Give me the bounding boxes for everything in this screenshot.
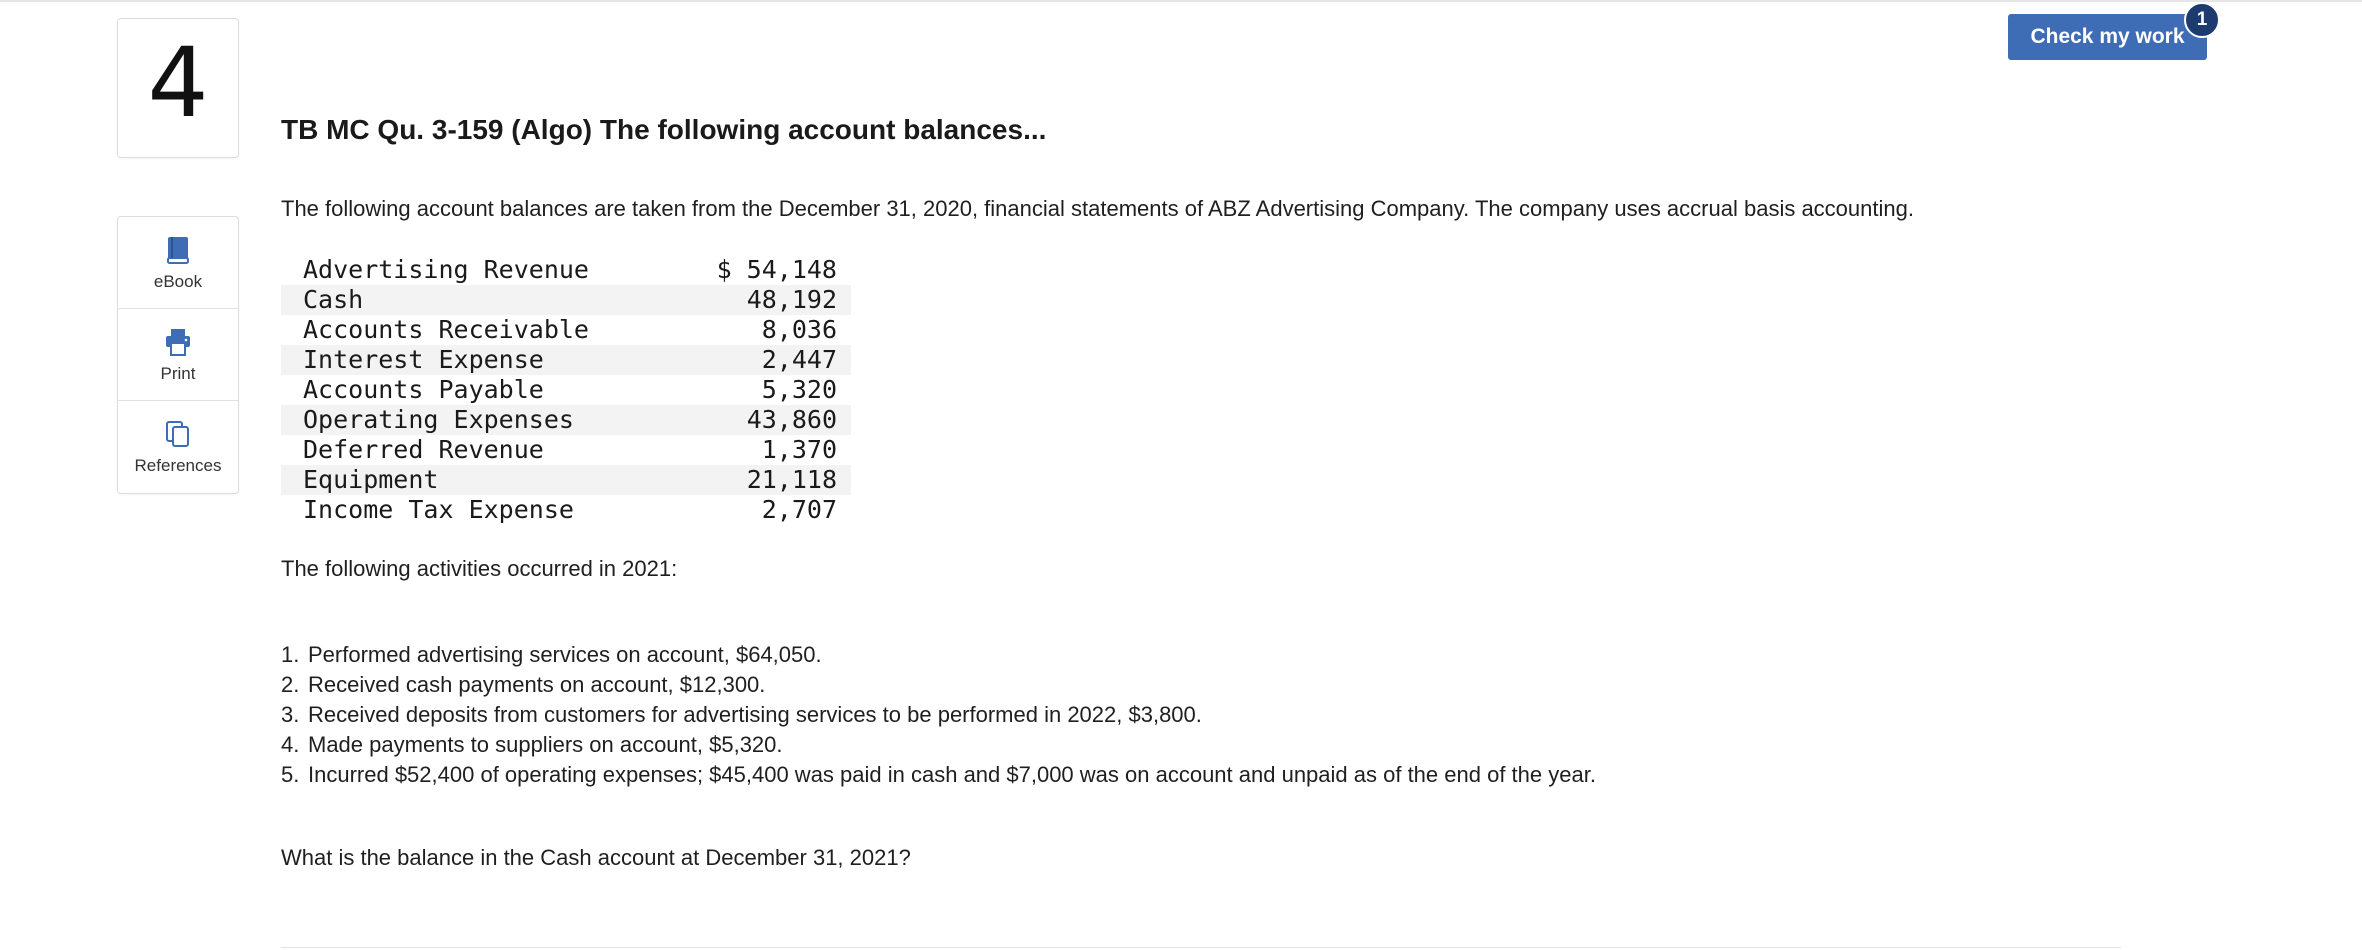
- activity-number: 1.: [281, 642, 300, 667]
- print-button[interactable]: [118, 309, 238, 401]
- account-name: Interest Expense: [281, 345, 701, 375]
- book-icon: [162, 234, 194, 266]
- question-number: 4: [147, 27, 209, 139]
- account-value: 2,707: [761, 495, 837, 524]
- account-row: [281, 285, 851, 315]
- account-value: 1,370: [761, 435, 837, 464]
- question-prompt: What is the balance in the Cash account at December 31, 2021?: [281, 845, 911, 870]
- activity-number: 5.: [281, 762, 300, 787]
- activity-item: [281, 640, 1596, 670]
- account-row: [281, 255, 851, 285]
- printer-icon: [162, 326, 194, 358]
- top-divider: [0, 0, 2362, 2]
- references-button[interactable]: [118, 401, 238, 493]
- account-value: 5,320: [761, 375, 837, 404]
- account-value: 43,860: [701, 405, 851, 435]
- account-value: 21,118: [701, 465, 851, 495]
- account-row: [281, 495, 851, 525]
- account-value: $ 54,148: [716, 255, 837, 284]
- check-my-work-button[interactable]: Check my work: [2008, 14, 2207, 60]
- activity-text: Incurred $52,400 of operating expenses; $45,400 was paid in cash and $7,000 was on account and unpaid as of the end of the year.: [308, 762, 1596, 787]
- account-name: Equipment: [281, 465, 701, 495]
- activity-text: Received deposits from customers for advertising services to be performed in 2022, $3,800.: [308, 702, 1202, 727]
- account-name: Cash: [281, 285, 701, 315]
- activity-text: Received cash payments on account, $12,300.: [308, 672, 766, 697]
- account-row: [281, 435, 851, 465]
- activities-list: [281, 640, 1596, 790]
- account-row: [281, 405, 851, 435]
- print-label: Print: [160, 363, 196, 383]
- account-value: 8,036: [761, 315, 837, 344]
- account-row: [281, 345, 851, 375]
- question-title: TB MC Qu. 3-159 (Algo) The following account balances...: [281, 114, 1047, 145]
- activity-text: Made payments to suppliers on account, $5,320.: [308, 732, 783, 757]
- account-name: Income Tax Expense: [303, 495, 574, 524]
- copy-icon: [162, 418, 194, 450]
- bottom-divider: [281, 947, 2121, 948]
- activity-item: [281, 700, 1596, 730]
- account-row: [281, 315, 851, 345]
- question-number-box: [117, 18, 239, 158]
- account-name: Accounts Payable: [303, 375, 544, 404]
- account-name: Accounts Receivable: [303, 315, 589, 344]
- ebook-button[interactable]: [118, 217, 238, 309]
- activity-number: 3.: [281, 702, 300, 727]
- account-value: 2,447: [701, 345, 851, 375]
- account-name: Advertising Revenue: [303, 255, 589, 284]
- activity-item: [281, 670, 1596, 700]
- account-name: Operating Expenses: [281, 405, 701, 435]
- account-value: 48,192: [701, 285, 851, 315]
- activity-item: [281, 730, 1596, 760]
- account-balances-table: [281, 255, 851, 525]
- activity-text: Performed advertising services on account, $64,050.: [308, 642, 822, 667]
- ebook-label: eBook: [153, 271, 203, 291]
- check-count-badge: 1: [2184, 2, 2220, 38]
- activity-number: 2.: [281, 672, 300, 697]
- activity-number: 4.: [281, 732, 300, 757]
- tools-panel: [117, 216, 239, 494]
- account-row: [281, 375, 851, 405]
- activity-item: [281, 760, 1596, 790]
- question-intro: The following account balances are taken from the December 31, 2020, financial statements of ABZ Advertising Company. The company uses accrual basis accounting.: [281, 196, 1914, 221]
- account-name: Deferred Revenue: [303, 435, 544, 464]
- account-row: [281, 465, 851, 495]
- references-label: References: [134, 456, 222, 475]
- activities-heading: The following activities occurred in 2021:: [281, 556, 678, 581]
